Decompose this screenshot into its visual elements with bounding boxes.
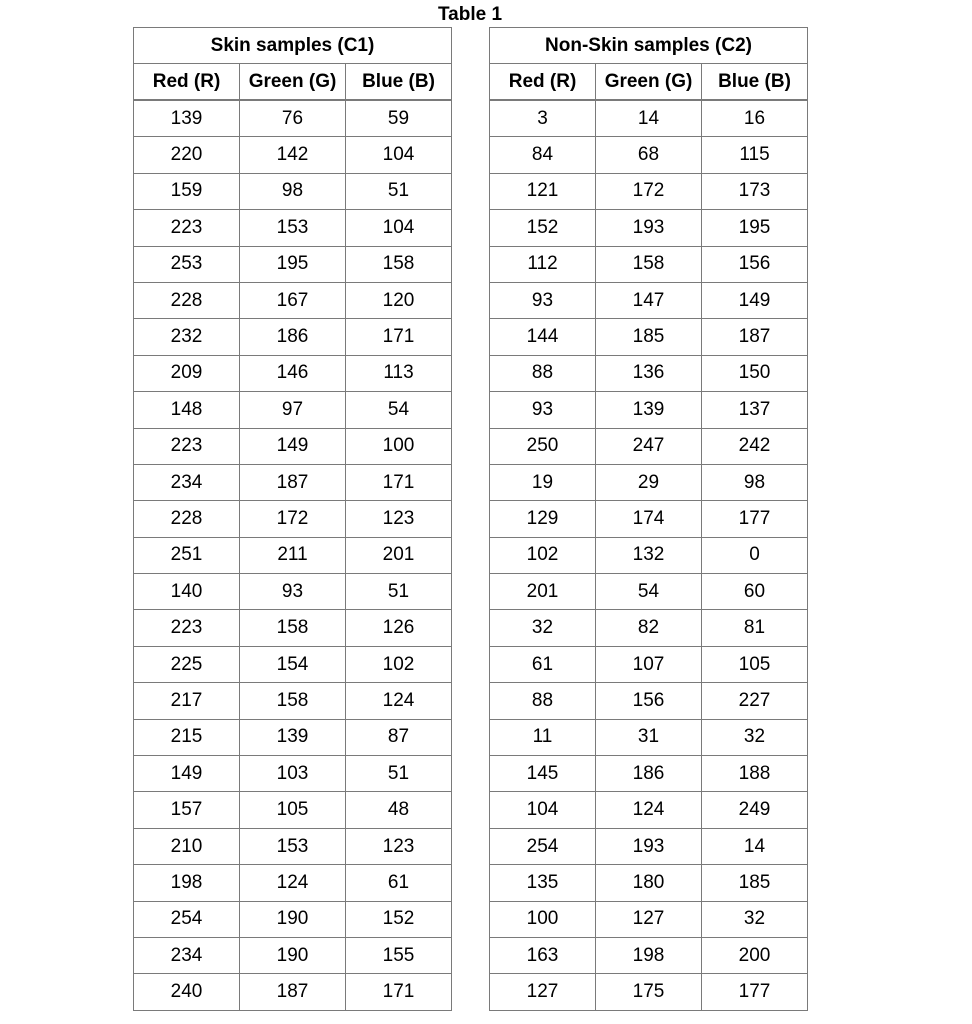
green-value: 93 [240, 574, 346, 610]
green-value: 105 [240, 792, 346, 828]
red-value: 159 [134, 173, 240, 209]
green-value: 190 [240, 937, 346, 973]
green-value: 153 [240, 828, 346, 864]
table-row [490, 901, 808, 937]
table-row [134, 210, 452, 246]
green-value: 107 [596, 646, 702, 682]
red-value: 152 [490, 210, 596, 246]
blue-value: 51 [346, 756, 452, 792]
table-row [134, 464, 452, 500]
table-row [490, 828, 808, 864]
red-value: 127 [490, 974, 596, 1010]
green-value: 153 [240, 210, 346, 246]
red-value: 163 [490, 937, 596, 973]
blue-value: 249 [702, 792, 808, 828]
blue-value: 123 [346, 828, 452, 864]
red-value: 157 [134, 792, 240, 828]
blue-value: 152 [346, 901, 452, 937]
table-row [134, 537, 452, 573]
red-value: 254 [490, 828, 596, 864]
blue-value: 60 [702, 574, 808, 610]
green-value: 185 [596, 319, 702, 355]
blue-value: 156 [702, 246, 808, 282]
green-value: 186 [240, 319, 346, 355]
table-row [134, 428, 452, 464]
blue-value: 105 [702, 646, 808, 682]
green-value: 158 [240, 683, 346, 719]
blue-value: 104 [346, 137, 452, 173]
table-row [134, 646, 452, 682]
table-row [490, 974, 808, 1010]
table-row [490, 210, 808, 246]
green-value: 97 [240, 392, 346, 428]
table-row [490, 865, 808, 901]
blue-value: 171 [346, 974, 452, 1010]
table-row [490, 537, 808, 573]
blue-value: 137 [702, 392, 808, 428]
green-value: 149 [240, 428, 346, 464]
table-row [134, 756, 452, 792]
red-value: 135 [490, 865, 596, 901]
red-value: 88 [490, 683, 596, 719]
blue-value: 48 [346, 792, 452, 828]
skin-samples-table [133, 27, 452, 1011]
blue-value: 98 [702, 464, 808, 500]
red-value: 100 [490, 901, 596, 937]
green-value: 193 [596, 828, 702, 864]
green-value: 190 [240, 901, 346, 937]
blue-value: 124 [346, 683, 452, 719]
table-row [490, 574, 808, 610]
table-row [134, 828, 452, 864]
table-row [490, 246, 808, 282]
table-row [134, 282, 452, 318]
red-value: 251 [134, 537, 240, 573]
nonskin-samples-table [489, 27, 808, 1011]
blue-value: 173 [702, 173, 808, 209]
blue-value: 16 [702, 100, 808, 137]
nonskin-samples-header: Non-Skin samples (C2) [490, 28, 808, 64]
table-row [490, 756, 808, 792]
red-value: 228 [134, 282, 240, 318]
table-row [134, 501, 452, 537]
table-row [490, 355, 808, 391]
green-value: 139 [596, 392, 702, 428]
red-value: 84 [490, 137, 596, 173]
skin-samples-header: Skin samples (C1) [134, 28, 452, 64]
red-value: 225 [134, 646, 240, 682]
red-value: 220 [134, 137, 240, 173]
table-row [134, 719, 452, 755]
red-value: 234 [134, 937, 240, 973]
blue-value: 102 [346, 646, 452, 682]
nonskin-blue-column-header: Blue (B) [702, 64, 808, 101]
red-value: 3 [490, 100, 596, 137]
green-value: 124 [240, 865, 346, 901]
table-row [134, 100, 452, 137]
red-value: 198 [134, 865, 240, 901]
red-value: 240 [134, 974, 240, 1010]
nonskin-green-column-header: Green (G) [596, 64, 702, 101]
green-value: 82 [596, 610, 702, 646]
table-row [134, 865, 452, 901]
table-row [490, 282, 808, 318]
green-value: 172 [596, 173, 702, 209]
green-value: 247 [596, 428, 702, 464]
table-row [490, 683, 808, 719]
blue-value: 188 [702, 756, 808, 792]
table-row [490, 610, 808, 646]
table-row [490, 100, 808, 137]
blue-value: 59 [346, 100, 452, 137]
blue-value: 195 [702, 210, 808, 246]
green-value: 174 [596, 501, 702, 537]
red-value: 253 [134, 246, 240, 282]
green-value: 172 [240, 501, 346, 537]
blue-value: 54 [346, 392, 452, 428]
green-value: 187 [240, 464, 346, 500]
table-row [490, 719, 808, 755]
green-value: 158 [240, 610, 346, 646]
red-value: 139 [134, 100, 240, 137]
red-value: 234 [134, 464, 240, 500]
blue-value: 0 [702, 537, 808, 573]
green-value: 180 [596, 865, 702, 901]
blue-value: 200 [702, 937, 808, 973]
table-row [490, 137, 808, 173]
blue-value: 155 [346, 937, 452, 973]
blue-value: 104 [346, 210, 452, 246]
red-value: 144 [490, 319, 596, 355]
red-value: 19 [490, 464, 596, 500]
blue-value: 81 [702, 610, 808, 646]
red-value: 215 [134, 719, 240, 755]
red-value: 140 [134, 574, 240, 610]
blue-value: 177 [702, 974, 808, 1010]
green-value: 54 [596, 574, 702, 610]
green-value: 198 [596, 937, 702, 973]
green-value: 147 [596, 282, 702, 318]
green-value: 187 [240, 974, 346, 1010]
blue-value: 185 [702, 865, 808, 901]
red-value: 102 [490, 537, 596, 573]
blue-value: 120 [346, 282, 452, 318]
green-value: 76 [240, 100, 346, 137]
red-value: 223 [134, 428, 240, 464]
table-row [490, 464, 808, 500]
red-value: 93 [490, 392, 596, 428]
table-title: Table 1 [437, 4, 503, 25]
table-row [134, 792, 452, 828]
green-value: 142 [240, 137, 346, 173]
table-row [490, 428, 808, 464]
red-value: 112 [490, 246, 596, 282]
blue-value: 61 [346, 865, 452, 901]
blue-value: 171 [346, 464, 452, 500]
blue-value: 123 [346, 501, 452, 537]
table-row [134, 392, 452, 428]
green-value: 68 [596, 137, 702, 173]
table-row [134, 937, 452, 973]
green-value: 146 [240, 355, 346, 391]
red-value: 61 [490, 646, 596, 682]
table-row [134, 901, 452, 937]
table-row [490, 646, 808, 682]
green-value: 132 [596, 537, 702, 573]
red-value: 228 [134, 501, 240, 537]
red-value: 148 [134, 392, 240, 428]
green-value: 103 [240, 756, 346, 792]
nonskin-red-column-header: Red (R) [490, 64, 596, 101]
red-value: 145 [490, 756, 596, 792]
table-row [490, 937, 808, 973]
red-value: 121 [490, 173, 596, 209]
green-value: 14 [596, 100, 702, 137]
blue-value: 227 [702, 683, 808, 719]
red-value: 201 [490, 574, 596, 610]
red-value: 149 [134, 756, 240, 792]
blue-value: 14 [702, 828, 808, 864]
blue-value: 150 [702, 355, 808, 391]
red-value: 88 [490, 355, 596, 391]
table-row [134, 355, 452, 391]
blue-value: 242 [702, 428, 808, 464]
nonskin-samples-body [490, 100, 808, 1010]
table-row [134, 319, 452, 355]
green-value: 29 [596, 464, 702, 500]
table-row [134, 574, 452, 610]
red-value: 210 [134, 828, 240, 864]
table-row [134, 246, 452, 282]
blue-value: 149 [702, 282, 808, 318]
table-row [134, 137, 452, 173]
green-value: 158 [596, 246, 702, 282]
blue-value: 87 [346, 719, 452, 755]
green-value: 167 [240, 282, 346, 318]
table-row [490, 501, 808, 537]
red-value: 93 [490, 282, 596, 318]
blue-value: 51 [346, 574, 452, 610]
green-value: 156 [596, 683, 702, 719]
blue-value: 51 [346, 173, 452, 209]
red-value: 11 [490, 719, 596, 755]
green-value: 136 [596, 355, 702, 391]
red-value: 223 [134, 610, 240, 646]
blue-value: 126 [346, 610, 452, 646]
red-value: 232 [134, 319, 240, 355]
blue-value: 158 [346, 246, 452, 282]
red-value: 104 [490, 792, 596, 828]
blue-value: 113 [346, 355, 452, 391]
blue-value: 187 [702, 319, 808, 355]
blue-value: 115 [702, 137, 808, 173]
red-value: 250 [490, 428, 596, 464]
red-value: 223 [134, 210, 240, 246]
red-value: 129 [490, 501, 596, 537]
blue-value: 201 [346, 537, 452, 573]
table-row [134, 610, 452, 646]
table-row [134, 974, 452, 1010]
skin-green-column-header: Green (G) [240, 64, 346, 101]
table-row [490, 792, 808, 828]
green-value: 98 [240, 173, 346, 209]
green-value: 211 [240, 537, 346, 573]
table-row [134, 173, 452, 209]
table-row [490, 319, 808, 355]
red-value: 32 [490, 610, 596, 646]
green-value: 195 [240, 246, 346, 282]
green-value: 139 [240, 719, 346, 755]
green-value: 186 [596, 756, 702, 792]
table-row [134, 683, 452, 719]
skin-samples-body [134, 100, 452, 1010]
red-value: 217 [134, 683, 240, 719]
green-value: 124 [596, 792, 702, 828]
blue-value: 177 [702, 501, 808, 537]
green-value: 154 [240, 646, 346, 682]
blue-value: 32 [702, 901, 808, 937]
green-value: 31 [596, 719, 702, 755]
table-row [490, 173, 808, 209]
red-value: 254 [134, 901, 240, 937]
red-value: 209 [134, 355, 240, 391]
skin-red-column-header: Red (R) [134, 64, 240, 101]
blue-value: 171 [346, 319, 452, 355]
blue-value: 100 [346, 428, 452, 464]
blue-value: 32 [702, 719, 808, 755]
green-value: 175 [596, 974, 702, 1010]
green-value: 193 [596, 210, 702, 246]
skin-blue-column-header: Blue (B) [346, 64, 452, 101]
green-value: 127 [596, 901, 702, 937]
table-row [490, 392, 808, 428]
